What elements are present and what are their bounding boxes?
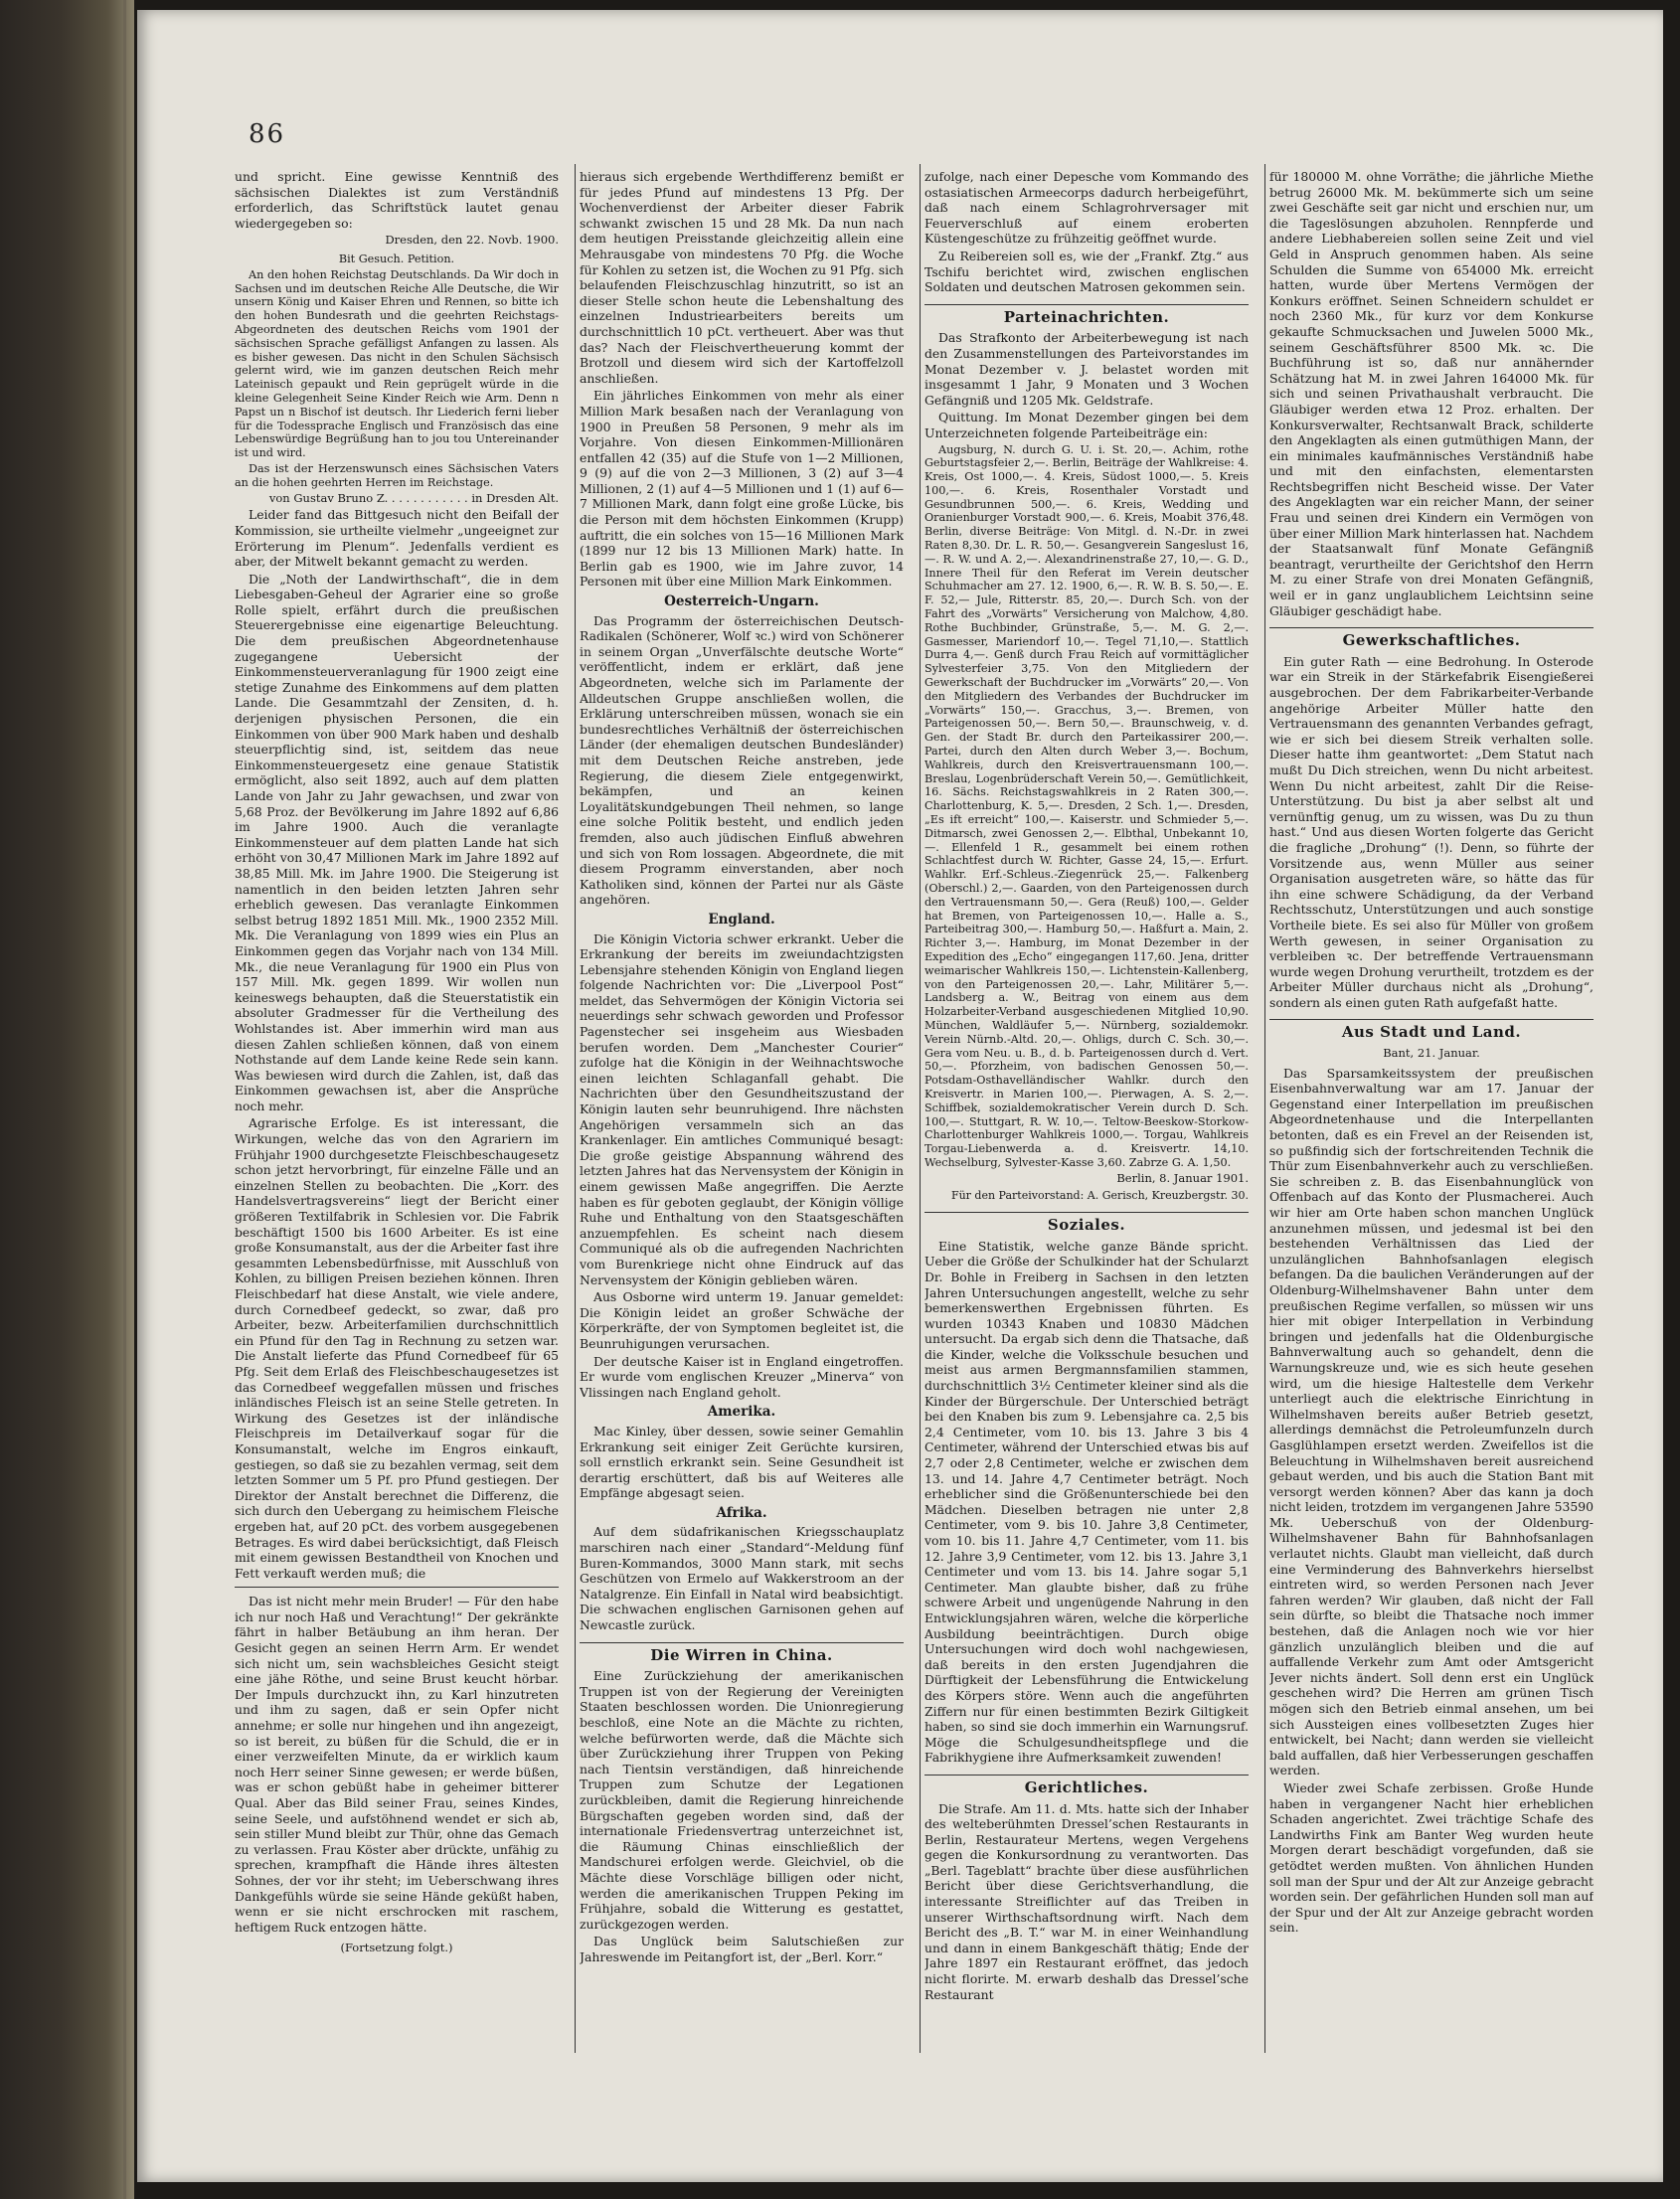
column-rule — [920, 164, 921, 2053]
article-text: und spricht. Eine gewisse Kenntniß des sächsischen Dialektes ist zum Verständniß erforderlich, das Schriftstück lautet genau wiedergegeben so: — [235, 169, 559, 231]
article-text: Eine Zurückziehung der amerikanischen Truppen ist von der Regierung der Vereinigten Staaten beschlossen worden. Die Unionregierung beschloß, eine Note an die Mächte zu richten, welche befürworten werde, daß die Mächte sich über Zurückziehung ihrer Truppen von Peking nach Tientsin verständigen, daß hinreichende Truppen zum Schutze der Legationen zurückbleiben, damit die Regierung hinreichende Bürgschaften gegeben worden sind, daß der internationale Friedensvertrag unterzeichnet ist, die Räumung Chinas einschließlich der Mandschurei erfolgen werde. Gleichviel, ob die Mächte diese Vorschläge billigen oder nicht, werden die amerikanischen Truppen Peking im Frühjahre, sobald die Witterung es gestattet, zurückgezogen werden. — [580, 1668, 904, 1932]
article-text: Zu Reibereien soll es, wie der „Frankf. Ztg.“ aus Tschifu berichtet wird, zwischen englischen Soldaten und deutschen Matrosen gekommen sein. — [924, 248, 1249, 295]
article-text: Das Strafkonto der Arbeiterbewegung ist nach den Zusammenstellungen des Parteivorstandes im Monat Dezember v. J. belastet worden mit insgesammt 1 Jahr, 9 Monaten und 3 Wochen Gefängniß und 1205 Mk. Geldstrafe. — [924, 330, 1249, 408]
article-text: für 180000 M. ohne Vorräthe; die jährliche Miethe betrug 26000 Mk. M. bekümmerte sich um seine zwei Geschäfte seit gar nicht und erschien nur, um die Tageslösungen abzuholen. Rennpferde und andere Liebhabereien sollen seine Zeit und viel Geld in Anspruch genommen haben. Als seine Schulden die Summe von 654000 Mk. erreicht hatten, wurde über Mertens Vermögen der Konkurs eröffnet. Seinen Schneidern schuldet er noch 2360 Mk., für kurz vor dem Konkurse gekaufte Schmucksachen und Juwelen 5000 Mk., seinem Geschäftsführer 8500 Mk. ꝛc. Die Buchführung ist so, daß nur annähernder Schätzung hat M. in zwei Jahren 164000 Mk. für sich und seinen Privathaushalt verbraucht. Die Gläubiger werden etwa 12 Proz. erhalten. Der Konkursverwalter, Rechtsanwalt Brack, schilderte den Angeklagten als einen gutmüthigen Mann, der ein minimales kaufmännisches Verständniß habe und mit den einfachsten, elementarsten Rechtsbegriffen nicht Bescheid wisse. Der Vater des Angeklagten war ein reicher Mann, der seiner Frau und seinen drei Kindern ein Vermögen von über einer Million Mark hinterlassen hat. Nachdem der Staatsanwalt fünf Monate Gefängniß beantragt, verurtheilte der Gerichtshof den Herrn M. zu einer Strafe von drei Monaten Gefängniß, weil er in ganz unglaublichem Leichtsinn seine Gläubiger geschädigt habe. — [1269, 169, 1594, 618]
continuation-note: (Fortsetzung folgt.) — [340, 1941, 453, 1955]
section-heading: Parteinachrichten. — [924, 304, 1249, 326]
feuilleton-text: Das ist nicht mehr mein Bruder! — Für den habe ich nur noch Haß und Verachtung!“ Der gekränkte fährt in halber Betäubung an ihm heran. Der Gesicht gegen an seinen Herrn Arm. Er wendet sich nicht um, sein wachsbleiches Gesicht steigt eine jähe Röthe, und seine Brust keucht hörbar. Der Impuls durchzuckt ihn, zu Karl hinzutreten und ihm zu sagen, daß er sein Opfer nicht annehme; er solle nur hingehen und ihn angezeigt, so ist bereit, zu büßen für die Schuld, die er in einer verzweifelten Minute, da er wirklich kaum noch Herr seiner Sinne gewesen; er werde büßen, was er schon gebüßt habe in geheimer bitterer Qual. Aber das Bild seiner Frau, seines Kindes, seine Seele, und aufstöhnend wendet er sich ab, sein stiller Mund bleibt zur Thür, ohne das Gemach zu verlassen. Frau Köster aber drückte, unfähig zu sprechen, krampfhaft die Hände ihres ältesten Sohnes, der vor ihr steht; im Ueberschwang ihres Dankgefühls würde sie seine Hände geküßt haben, wenn er sie nicht erschrocken mit raschem, heftigem Ruck entzogen hätte. — [235, 1594, 559, 1935]
article-text: Aus Osborne wird unterm 19. Januar gemeldet: Die Königin leidet an großer Schwäche der Körperkräfte, der von Symptomen begleitet ist, die Beunruhigungen verursachen. — [580, 1289, 904, 1351]
article-text: zufolge, nach einer Depesche vom Kommando des ostasiatischen Armeecorps dadurch herbeigeführt, daß nach einem Schlagrohrversager mit Feuerverschluß auf einem eroberten Küstengeschütze zu frühzeitig geöffnet wurde. — [924, 169, 1249, 247]
section-heading: Gewerkschaftliches. — [1269, 627, 1594, 649]
article-text: hieraus sich ergebende Werthdifferenz bemißt er für jedes Pfund auf mindestens 13 Pfg. Der Wochenverdienst der Arbeiter dieser Fabrik schwankt zwischen 15 und 28 Mk. Da nun nach dem heutigen Preisstande gleichzeitig allein eine Mehrausgabe von mindestens 70 Pfg. die Woche für Kohlen zu setzen ist, die Wochen zu 91 Pfg. sich belaufenden Fleischzuschlag hinzutritt, so ist an dieser Stelle schon heute die Lebenshaltung des einzelnen Industriearbeiters bereits um durchschnittlich 10 pCt. vertheuert. Aber was thut das? Nach der Fleischvertheuerung kommt der Brotzoll und diesem wird sich der Kartoffelzoll anschließen. — [580, 169, 904, 386]
book-binding — [0, 0, 134, 2199]
section-heading: Die Wirren in China. — [580, 1642, 904, 1664]
article-text: Mac Kinley, über dessen, sowie seiner Gemahlin Erkrankung seit einiger Zeit Gerüchte kursiren, soll ernstlich erkrankt sein. Seine Gesundheit ist derartig erschüttert, daß bis auf Weiteres alle Empfänge abgesagt seien. — [580, 1423, 904, 1501]
petition-close: Das ist der Herzenswunsch eines Sächsischen Vaters an die hohen geehrten Herren im Reichstage. — [235, 461, 559, 489]
column-rule — [1264, 164, 1265, 2053]
article-text: Ein guter Rath — eine Bedrohung. In Osterode war ein Streik in der Stärkefabrik Eisengießerei ausgebrochen. Der dem Fabrikarbeiter-Verbande angehörige Arbeiter Müller hatte den Vertrauensmann des genannten Verbandes gefragt, wie er sich bei diesem Streik verhalten solle. Dieser hatte ihm geantwortet: „Dem Statut nach mußt Du Dich streichen, wenn Du nicht arbeitest. Wenn Du nicht arbeitest, zahlt Dir die Reise-Unterstützung. Du bist ja aber selbst alt und vernünftig genug, um zu wissen, was Du zu thun hast.“ Und aus diesen Worten folgerte das Gericht die fragliche „Drohung“ (!). Denn, so führte der Vorsitzende aus, wenn Müller aus seiner Organisation ausgetreten wäre, so hätte das für ihn eine schwere Schädigung, da der Verband Rechtsschutz, Unterstützungen und auch sonstige Vortheile biete. Es sei also für Müller von großem Werth gewesen, in seiner Organisation zu verbleiben ꝛc. Der betreffende Vertrauensmann wurde wegen Drohung verurtheilt, trotzdem es der Arbeiter Müller durchaus nicht als „Drohung“, sondern als einen guten Rath aufgefaßt hatte. — [1269, 653, 1594, 1010]
article-text: Die Königin Victoria schwer erkrankt. Ueber die Erkrankung der bereits im zweiundachtzigsten Lebensjahre stehenden Königin von England liegen folgende Nachrichten vor: Die „Liverpool Post“ meldet, das Sehvermögen der Königin Victoria sei neuerdings sehr schwach geworden und Professor Pagenstecher sei insgeheim aus Wiesbaden berufen worden. Dem „Manchester Courier“ zufolge hat die Königin in der Weihnachtswoche einen leichten Schlaganfall gehabt. Die Nachrichten über den Gesundheitszustand der Königin lauten sehr beunruhigend. Ihre nächsten Angehörigen versammeln sich an das Krankenlager. Ein amtliches Communiqué besagt: Die große geistige Abspannung während des letzten Jahres hat das Nervensystem der Königin in einem gewissen Maße angegriffen. Die Aerzte haben es für geboten geglaubt, der Königin völlige Ruhe und Enthaltung von den Staatsgeschäften anzuempfehlen. Es scheint nach diesem Communiqué als ob die aufregenden Nachrichten vom Burenkriege nicht ohne Eindruck auf das Nervensystem der Königin geblieben wären. — [580, 930, 904, 1287]
article-text: Der deutsche Kaiser ist in England eingetroffen. Er wurde vom englischen Kreuzer „Minerva“ von Vlissingen nach England geholt. — [580, 1353, 904, 1400]
article-text: Das Unglück beim Salutschießen zur Jahreswende im Peitangfort ist, der „Berl. Korr.“ — [580, 1934, 904, 1964]
dateline: Bant, 21. Januar. — [1383, 1046, 1480, 1061]
article-text: Leider fand das Bittgesuch nicht den Beifall der Kommission, sie urtheilte vielmehr „ungeeignet zur Erörterung im Plenum“. Jedenfalls verdient es aber, der Mitwelt bekannt gemacht zu werden. — [235, 507, 559, 570]
column-3 — [924, 169, 1249, 2048]
article-text: Auf dem südafrikanischen Kriegsschauplatz marschiren nach einer „Standard“-Meldung fünf Buren-Kommandos, 3000 Mann stark, mit sechs Geschützen von Ermelo auf Wakkerstroom an der Natalgrenze. Ein Einfall in Natal wird beabsichtigt. Die schwachen englischen Garnisonen gehen auf Newcastle zurück. — [580, 1524, 904, 1633]
newspaper-page — [137, 10, 1663, 2182]
signature-name: Für den Parteivorstand: A. Gerisch, Kreuzbergstr. 30. — [950, 1188, 1249, 1202]
column-4 — [1269, 169, 1594, 2048]
section-heading: England. — [708, 911, 775, 928]
article-text: Die „Noth der Landwirthschaft“, die in dem Liebesgaben-Geheul der Agrarier eine so große Rolle spielt, erfährt durch die preußischen Steuerergebnisse eine eigenartige Beleuchtung. Die dem preußischen Abgeordnetenhause zugegangene Uebersicht der Einkommensteuerveranlagung für 1900 zeigt eine stetige Zunahme des Einkommens auf dem platten Lande. Die Gesammtzahl der Zensiten, d. h. derjenigen physischen Personen, die ein Einkommen von über 900 Mark haben und deshalb steuerpflichtig sind, ist, seitdem das neue Einkommensteuergesetz eine genaue Statistik ermöglicht, also seit 1892, auch auf dem platten Lande von Jahr zu Jahr gewachsen, und zwar von 5,68 Proz. der Bevölkerung im Jahre 1892 auf 6,86 im Jahre 1900. Auch die veranlagte Einkommensteuer auf dem platten Lande hat sich erhöht von 30,47 Millionen Mark im Jahre 1892 auf 38,85 Mill. Mk. im Jahre 1900. Die Steigerung ist namentlich in den beiden letzten Jahren sehr erheblich gewesen. Das veranlagte Einkommen selbst betrug 1892 1851 Mill. Mk., 1900 2352 Mill. Mk. Die Veranlagung von 1899 wies ein Plus an Einkommen gegen das Vorjahr nach von 134 Mill. Mk., die neue Veranlagung für 1900 ein Plus von 157 Mill. Mk. gegen 1899. Wir wollen nun keineswegs behaupten, daß die Steuerstatistik ein absoluter Gradmesser für die Vertheilung des Wohlstandes ist. Aber immerhin wird man aus diesen Zahlen schließen können, daß von einem Nothstande auf dem Lande keine Rede sein kann. Was bewiesen wird durch die Zahlen, ist, daß das Einkommen gewachsen ist, aber die Ansprüche noch mehr. — [235, 571, 559, 1113]
column-2 — [580, 169, 904, 2048]
petition-text: An den hohen Reichstag Deutschlands. Da Wir doch in Sachsen und im deutschen Reiche Alle Deutsche, die Wir unsern König und Kaiser Ehren und Rennen, so bitte ich den hohen Bundesrath und die geehrten Reichstags-Abgeordneten des deutschen Reichs vom 1901 der sächsischen Sprache gefälligst Anfangen zu lassen. Als es bisher gewesen. Das nicht in den Schulen Sächsisch gelernt wird, wie im ganzen deutschen Reich mehr Lateinisch gepaukt und Rein geprügelt würde in die kleine Gelegenheit Seine Kinder Reich wie Arm. Denn n Papst un n Bischof ist deutsch. Ihr Liederich ferni lieber für die Todessprache Englisch und Französisch das eine Lebenswürdige Begrüßung han to jou tou Untereinander ist und wird. — [235, 267, 559, 460]
article-text: Agrarische Erfolge. Es ist interessant, die Wirkungen, welche das von den Agrariern im Frühjahr 1900 durchgesetzte Fleischbeschaugesetz schon jetzt hervorbringt, für einzelne Fälle und an einzelnen Stellen zu beobachten. Die „Korr. des Handelsvertragsvereins“ liegt der Bericht einer größeren Textilfabrik in Schlesien vor. Die Fabrik beschäftigt 1500 bis 1600 Arbeiter. Es ist eine große Konsumanstalt, aus der die Arbeiter fast ihre gesammten Lebensbedürfnisse, mit Ausschluß von Kohlen, zu billigen Preisen beziehen können. Ihren Fleischbedarf hat diese Anstalt, wie viele andere, durch Cornedbeef gedeckt, so zwar, daß pro Arbeiter, bezw. Arbeiterfamilien durchschnittlich ein Pfund für den Tag in Rechnung zu setzen war. Die Anstalt lieferte das Pfund Cornedbeef für 65 Pfg. Seit dem Erlaß des Fleischbeschaugesetzes ist das Cornedbeef weggefallen müssen und frisches inländisches Fleisch ist an seine Stelle getreten. In Wirkung des Gesetzes ist der inländische Fleischpreis im Detailverkauf sogar für die Konsumanstalt, welche im Engros einkauft, gestiegen, so daß sie zu bezahlen vermag, seit dem letzten Sommer um 5 Pf. pro Pfund gestiegen. Der Direktor der Anstalt berechnet die Differenz, die sich durch den Uebergang zu heimischem Fleische ergeben hat, auf 20 pCt. des vorbem ausgegebenen Betrages. Es wird dabei berücksichtigt, daß Fleisch mit einem gewissen Bestandtheil von Knochen und Fett verkauft werden muß; die — [235, 1115, 559, 1581]
article-text: Quittung. Im Monat Dezember gingen bei dem Unterzeichneten folgende Parteibeiträge ein: — [924, 410, 1249, 440]
article-text: Die Strafe. Am 11. d. Mts. hatte sich der Inhaber des welteberühmten Dressel’schen Restaurants in Berlin, Restaurateur Mertens, wegen Vergehens gegen die Konkursordnung zu verantworten. Das „Berl. Tageblatt“ brachte über diese ausführlichen Bericht über diese Gerichtsverhandlung, die interessante Streiflichter auf das Treiben in unserer Wirthschaftsordnung wirft. Nach dem Bericht des „B. T.“ war M. in einer Weinhandlung und dann in einem Bankgeschäft thätig; Ende der Jahre 1897 ein Restaurant eröffnet, das jedoch nicht florirte. M. erwarb deshalb das Dressel’sche Restaurant — [924, 1800, 1249, 2002]
article-text: Wieder zwei Schafe zerbissen. Große Hunde haben in vergangener Nacht hier erheblichen Schaden angerichtet. Zwei trächtige Schafe des Landwirths Fink am Banter Weg wurden heute Morgen derart beschädigt vorgefunden, daß sie getödtet werden mußten. Von ähnlichen Hunden soll man der Spur und der Alt zur Anzeige gebracht worden sein. Der gefährlichen Hunden soll man auf der Spur und der Alt zur Anzeige gebracht worden sein. — [1269, 1779, 1594, 1936]
section-heading: Gerichtliches. — [924, 1775, 1249, 1796]
section-heading: Oesterreich-Ungarn. — [664, 593, 819, 610]
article-text: Eine Statistik, welche ganze Bände spricht. Ueber die Größe der Schulkinder hat der Schularzt Dr. Bohle in Freiberg in Sachsen in den letzten Jahren Untersuchungen angestellt, welche zu sehr bemerkenswerthen Ergebnissen führten. Es wurden 10343 Knaben und 10830 Mädchen untersucht. Da ergab sich denn die Thatsache, daß die Kinder, welche die Volksschule besuchen und meist aus armen Bergmannsfamilien stammen, durchschnittlich 3½ Centimeter kleiner sind als die Kinder der Bürgerschule. Der Unterschied beträgt bei den Knaben bis zum 9. Lebensjahre ca. 2,5 bis 2,4 Centimeter, vom 10. bis 13. Jahre 3 bis 4 Centimeter, während der Unterschied etwas bis auf 2,7 oder 2,8 Centimeter, welche er zwischen dem 13. und 14. Jahre 4,7 Centimeter beträgt. Noch erheblicher sind die Größenunterschiede bei den Mädchen. Dieselben betragen nie unter 2,8 Centimeter, vom 9. bis 10. Jahre 3,8 Centimeter, vom 10. bis 11. Jahre 4,7 Centimeter, vom 11. bis 12. Jahre 3,9 Centimeter, vom 12. bis 13. Jahre 3,1 Centimeter und vom 13. bis 14. Jahre sogar 5,1 Centimeter. Man glaubte bisher, daß zu frühe schwere Arbeit und ungenügende Nahrung in den Entwicklungsjahren wären, welche die körperliche Ausbildung beeinträchtigen. Durch obige Untersuchungen wird doch wohl nachgewiesen, daß bereits in den ersten Jugendjahren die Dürftigkeit der Lebensführung die Entwickelung des Körpers störe. Wenn auch die angeführten Ziffern nur für einen bestimmten Bezirk Giltigkeit haben, so sind sie doch immerhin ein Warnungsruf. Möge die Schulgesundheitspflege und die Fabrikhygiene ihre Aufmerksamkeit zuwenden! — [924, 1238, 1249, 1766]
article-text: Das Sparsamkeitssystem der preußischen Eisenbahnverwaltung war am 17. Januar der Gegenstand einer Interpellation im preußischen Abgeordnetenhause und die Interpellanten betonten, daß es ein Frevel an der Reisenden ist, so pußfindig sich der fortschreitenden Technik die Thür zum Eisenbahnverkehr auch zu verschließen. Sie schreiben z. B. das Eisenbahnunglück von Offenbach auf das Konto der Plusmacherei. Auch wir hier am Orte haben schon manchen Unglück anzunehmen müssen, und jedesmal ist bei den bestehenden Verhältnissen das Lied der unzulänglichen Bahnhofsanlagen elegisch befangen. Da die baulichen Veränderungen auf der Oldenburg-Wilhelmshavener Bahn unter dem preußischen Regime verfallen, so müssen wir uns hier mit obiger Interpellation in Verbindung bringen und jedenfalls hat die Oldenburgische Bahnverwaltung auch so gehandelt, denn die Warnungskreuze und, wie es sich heute gesehen wird, um die hiesige Haltestelle dem Verkehr unterliegt auch die elektrische Einrichtung in Wilhelmshaven bereits außer Betrieb gesetzt, allerdings demnächst die Petroleumfunzeln durch Gasglühlampen ersetzt werden. Zweifellos ist die Beleuchtung in Wilhelmshaven bereit ausreichend gebaut werden, und bis auch die Station Bant mit versorgt werden können? Aber das kann ja doch nicht leiden, trotzdem im vergangenen Jahre 53590 Mk. Ueberschuß von der Oldenburg-Wilhelmshavener Bahn für Bahnhofsanlagen verlautet nichts. Glaubt man vielleicht, daß durch eine Verminderung des Bahnverkehrs hierselbst eintreten wird, so werden Personen nach Jever fahren werden? Wir glauben, daß nicht der Fall sein dürfte, so bleibt die Thatsache noch immer bestehen, daß die Anlagen noch wie vor hier gänzlich unzulänglich bleiben und die auf auffallende Verkehr zum Amt oder Amtsgericht Jever nichts ändert. Soll denn erst ein Unglück geschehen wird? Die Herren am grünen Tisch mögen sich den Betrieb einmal ansehen, um bei sich Aussteigen eines vollbesetzten Zuges hier entwickelt, bei Nacht; dann werden sie vielleicht bald auffallen, daß hier Verbesserungen geschaffen werden. — [1269, 1065, 1594, 1778]
petition-title: Bit Gesuch. Petition. — [338, 252, 455, 265]
feuilleton-divider — [235, 1587, 559, 1588]
donation-list: Augsburg, N. durch G. U. i. St. 20,—. Achim, rothe Geburtstagsfeier 2,—. Berlin, Beiträge der Wahlkreise: 4. Kreis, Ost 1000,—. 4. Kreis, Südost 1000,—. 5. Kreis 100,—. 6. Kreis, Rosenthaler Vorstadt und Gesundbrunnen 500,—. 6. Kreis, Wedding und Oranienburger Vorstadt 900,—. 6. Kreis, Moabit 376,48. Berlin, diverse Beiträge: Von Mitgl. d. N.-Dr. in zwei Raten 8,30. Dr. L. R. 50,—. Gesangverein Sangeslust 16,—. R. W. und A. 2,—. Alexandrinenstraße 27, 10,—. G. D., Innere Theil für den Referat im Verein deutscher Schuhmacher am 27. 12. 1900, 6,—. R. W. B. S. 50,—. E. F. 52,— Jule, Ritterstr. 85, 20,—. Durch Sch. von der Fahrt des „Vorwärts“ Versicherung von Malchow, 4,80. Rothe Buchbinder, Grünstraße, 5,—. M. G. 2,—. Gasmesser, Mariendorf 10,—. Tegel 71,10,—. Stattlich Durra 4,—. Genß durch Frau Reich auf vormittäglicher Sylvesterfeier 3,75. Von den Mitgliedern der Gewerkschaft der Buchdrucker im „Vorwärts“ 20,—. Von den Mitgliedern des Verbandes der Buchdrucker im „Vorwärts“ 150,—. Gracchus, 3,—. Bremen, von Parteigenossen 50,—. Bern 50,—. Braunschweig, v. d. Gen. der Stadt Br. durch den Parteikassirer 200,—. Partei, durch den Alten durch Weber 3,—. Bochum, Wahlkreis, durch den Kreisvertrauensmann 100,—. Breslau, Logenbrüderschaft Verein 50,—. Gemütlichkeit, 16. Sächs. Reichstagswahlkreis in 2 Raten 300,—. Charlottenburg, K. 5,—. Dresden, 2 Sch. 1,—. Dresden, „Es ift erreicht“ 100,—. Kaiserstr. und Schmieder 5,—. Ditmarsch, zwei Genossen 2,—. Elbthal, Unbekannt 10,—. Ellenfeld 1 R., gesammelt bei einem rothen Schlachtfest durch W. Richter, Gasse 24, 15,—. Erfurt. Wahlkr. Erf.-Schleus.-Ziegenrück 25,—. Falkenberg (Oberschl.) 2,—. Gaarden, von den Parteigenossen durch den Vertrauensmann 50,—. Gera (Reuß) 100,—. Gelder hat Bremen, von Parteigenossen 10,—. Halle a. S., Parteibeitrag 300,—. Hamburg 50,—. Haßfurt a. Main, 2. Richter 3,—. Hamburg, im Monat Dezember in der Expedition des „Echo“ eingegangen 117,60. Jena, dritter weimarischer Wahlkreis 150,—. Lichtenstein-Kallenberg, von den Parteigenossen 20,—. Lahr, Militärer 5,—. Landsberg a. W., Beitrag von einem aus dem Holzarbeiter-Verband ausgeschiedenen Mitglied 10,90. München, Waldläufer 5,—. Nürnberg, sozialdemokr. Verein Nürnb.-Altd. 20,—. Ohligs, durch C. Sch. 30,—. Gera vom Neu. u. B., d. b. Parteigenossen durch d. Vert. 50,—. Pforzheim, von badischen Genossen 50,—. Potsdam-Osthavelländischer Wahlkr. durch den Kreisvertr. in Marien 100,—. Pierwagen, A. S. 2,—. Schiffbek, sozialdemokratischer Verein durch D. Sch. 100,—. Stuttgart, R. W. 10,—. Teltow-Beeskow-Storkow-Charlottenburger Wahlkreis 1000,—. Torgau, Wahlkreis Torgau-Liebenwerda a. d. Kreisvertr. 14,10. Wechselburg, Sylvester-Kasse 3,60. Zabrze G. A. 1,50. — [924, 442, 1249, 1169]
page-number: 86 — [249, 119, 286, 149]
section-heading: Aus Stadt und Land. — [1269, 1019, 1594, 1041]
section-heading: Afrika. — [716, 1504, 767, 1521]
column-rule — [575, 164, 576, 2053]
petition-sender: von Gustav Bruno Z. . . . . . . . . . . . in Dresden Alt. — [268, 490, 559, 505]
signature-place: Berlin, 8. Januar 1901. — [1116, 1170, 1249, 1185]
section-heading: Soziales. — [924, 1212, 1249, 1234]
article-text: Ein jährliches Einkommen von mehr als einer Million Mark besaßen nach der Veranlagung von 1900 in Preußen 58 Personen, 9 mehr als im Vorjahre. Von diesen Einkommen-Millionären entfallen 42 (35) auf die Stufe von 1—2 Millionen, 9 (9) auf die von 2—3 Millionen, 3 (2) auf 3—4 Millionen, 2 (1) auf 4—5 Millionen und 1 (1) auf 6—7 Millionen Mark, dann folgt eine große Lücke, bis die Person mit dem höchsten Einkommen (Krupp) auftritt, die ein solches von 15—16 Millionen Mark (1899 nur 12 bis 13 Millionen Mark) hatte. In Berlin gab es 1900, wie im Jahre zuvor, 14 Personen mit über eine Million Mark Einkommen. — [580, 388, 904, 590]
article-text: Das Programm der österreichischen Deutsch-Radikalen (Schönerer, Wolf ꝛc.) wird von Schönerer in seinem Organ „Unverfälschte deutsche Worte“ veröffentlicht, indem er erklärt, daß jene Abgeordneten, welche sich im Parlamente der Alldeutschen Gruppe anschließen wollen, die Erklärung unterschreiben müssen, wonach sie ein bundesrechtliches Verhältniß der österreichischen Länder (der ehemaligen deutschen Bundesländer) mit dem Deutschen Reiche anstreben, jede Regierung, die diesem Ziele entgegenwirkt, bekämpfen, und an keinen Loyalitätskundgebungen Theil nehmen, so lange eine solche Politik besteht, und endlich jeden fremden, also auch jüdischen Einfluß abwehren und sich von Rom lossagen. Abgeordnete, die mit diesem Programm einverstanden, aber noch Katholiken sind, können der Partei nur als Gäste angehören. — [580, 612, 904, 908]
section-heading: Amerika. — [707, 1404, 776, 1421]
dateline: Dresden, den 22. Novb. 1900. — [385, 233, 559, 248]
column-1 — [235, 169, 559, 2048]
